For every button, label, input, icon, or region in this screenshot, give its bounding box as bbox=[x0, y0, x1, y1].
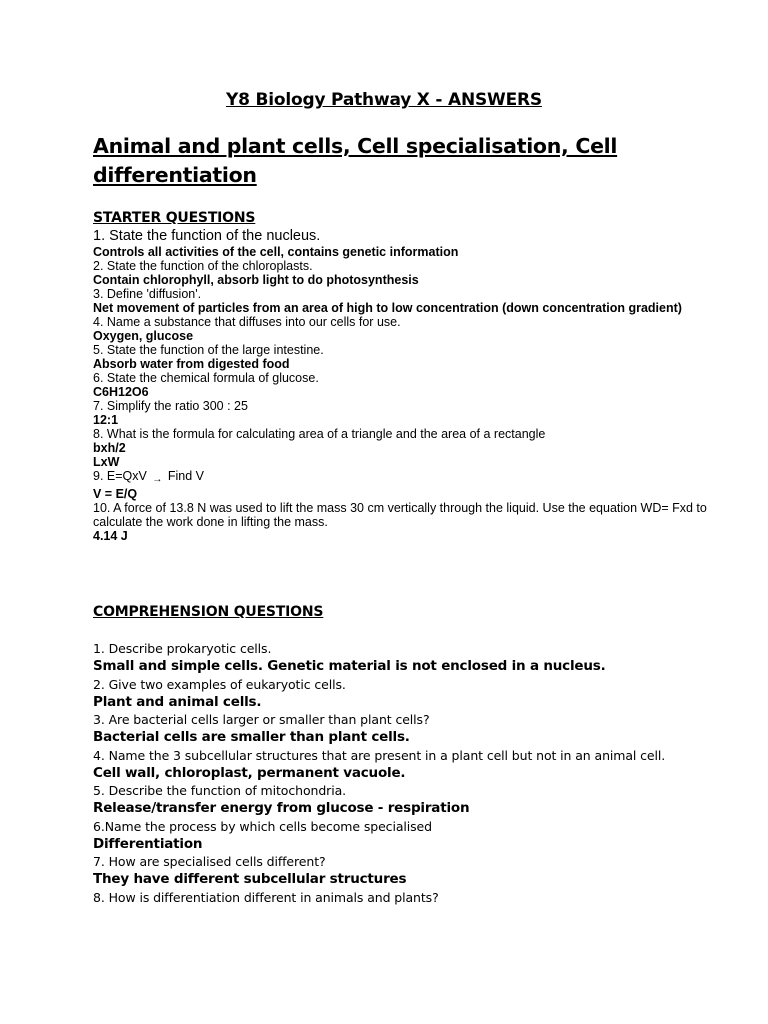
starter-question-3: 3. Define 'diffusion'. bbox=[93, 287, 202, 301]
starter-answer-8b: LxW bbox=[93, 455, 120, 469]
starter-answer-8a: bxh/2 bbox=[93, 441, 126, 455]
starter-answer-3: Net movement of particles from an area of high to low concentration (down concentration gradient) bbox=[93, 301, 682, 315]
comprehension-question-2: 2. Give two examples of eukaryotic cells. bbox=[93, 676, 346, 692]
comprehension-answer-2: Plant and animal cells. bbox=[93, 693, 262, 710]
comprehension-answer-6: Differentiation bbox=[93, 835, 203, 852]
starter-answer-9: V = E/Q bbox=[93, 487, 138, 501]
comprehension-list bbox=[93, 640, 713, 906]
comprehension-question-1: 1. Describe prokaryotic cells. bbox=[93, 641, 272, 656]
starter-question-9-prefix: 9. E=QxV bbox=[93, 469, 147, 483]
starter-question-5: 5. State the function of the large intestine. bbox=[93, 343, 324, 357]
starter-question-9-suffix: Find V bbox=[167, 469, 204, 483]
comprehension-question-6: 6.Name the process by which cells become specialised bbox=[93, 818, 432, 834]
starter-answer-7: 12:1 bbox=[93, 413, 119, 427]
comprehension-questions-section bbox=[93, 602, 713, 906]
comprehension-question-7: 7. How are specialised cells different? bbox=[93, 854, 326, 869]
starter-answer-10: 4.14 J bbox=[93, 529, 128, 543]
comprehension-question-5: 5. Describe the function of mitochondria. bbox=[93, 783, 346, 798]
comprehension-answer-5: Release/transfer energy from glucose - respiration bbox=[93, 800, 470, 816]
comprehension-answer-4: Cell wall, chloroplast, permanent vacuole. bbox=[93, 764, 406, 781]
right-arrow-icon: → bbox=[152, 474, 163, 485]
starter-answer-6: C6H12O6 bbox=[93, 385, 149, 399]
starter-question-2: 2. State the function of the chloroplasts. bbox=[93, 259, 313, 273]
starter-answer-5: Absorb water from digested food bbox=[93, 357, 290, 371]
document-title: Y8 Biology Pathway X - ANSWERS bbox=[226, 90, 542, 110]
comprehension-answer-7: They have different subcellular structures bbox=[93, 871, 407, 887]
comprehension-question-3: 3. Are bacterial cells larger or smaller than plant cells? bbox=[93, 712, 430, 727]
starter-answer-2: Contain chlorophyll, absorb light to do photosynthesis bbox=[93, 273, 419, 287]
starter-answer-4: Oxygen, glucose bbox=[93, 329, 194, 343]
starter-question-4: 4. Name a substance that diffuses into our cells for use. bbox=[93, 315, 401, 329]
starter-questions-section bbox=[93, 208, 713, 543]
starter-question-8: 8. What is the formula for calculating area of a triangle and the area of a rectangle bbox=[93, 427, 546, 441]
starter-question-9 bbox=[93, 469, 713, 487]
comprehension-heading: COMPREHENSION QUESTIONS bbox=[93, 604, 324, 620]
starter-heading: STARTER QUESTIONS bbox=[93, 210, 256, 226]
topic-title: Animal and plant cells, Cell specialisation, Cell differentiation bbox=[93, 134, 618, 187]
comprehension-answer-3: Bacterial cells are smaller than plant cells. bbox=[93, 729, 410, 745]
starter-question-6: 6. State the chemical formula of glucose. bbox=[93, 371, 319, 385]
starter-question-7: 7. Simplify the ratio 300 : 25 bbox=[93, 399, 248, 413]
starter-question-10: 10. A force of 13.8 N was used to lift the mass 30 cm vertically through the liquid. Use the equation WD= Fxd to calculate the work done in lifting the mass. bbox=[93, 501, 707, 529]
comprehension-answer-1: Small and simple cells. Genetic material is not enclosed in a nucleus. bbox=[93, 658, 606, 674]
comprehension-question-4: 4. Name the 3 subcellular structures that are present in a plant cell but not in an animal cell. bbox=[93, 747, 666, 763]
starter-answer-1: Controls all activities of the cell, contains genetic information bbox=[93, 245, 459, 259]
comprehension-question-8: 8. How is differentiation different in animals and plants? bbox=[93, 889, 439, 905]
starter-question-1: 1. State the function of the nucleus. bbox=[93, 228, 321, 244]
